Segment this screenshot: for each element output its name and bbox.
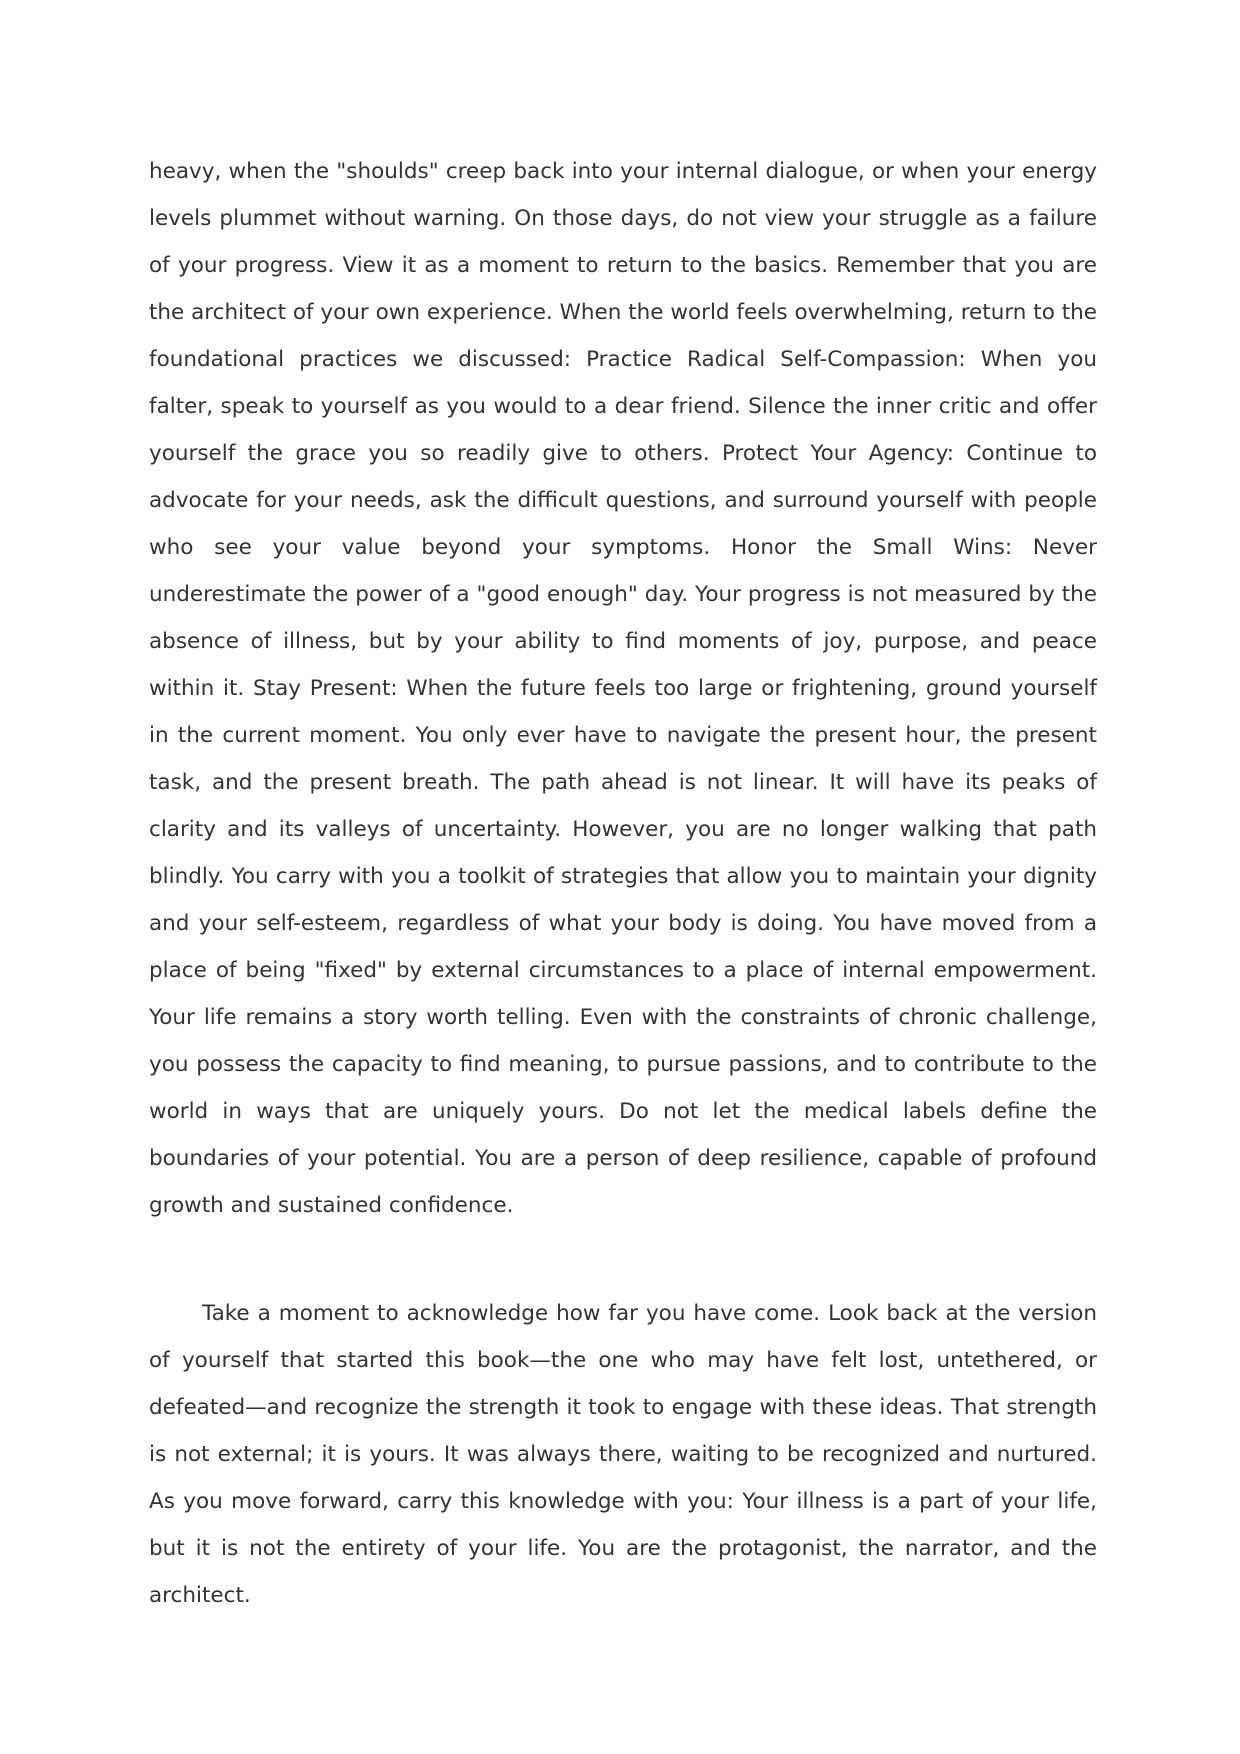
body-paragraph-continued: heavy, when the "shoulds" creep back into your internal dialogue, or when your energy levels plummet without warning. On those days, do not view your struggle as a failure of your progress. View it as a moment to return to the basics. Remember that you are the architect of your own experience. When the world feels overwhelming, return to the foundational practices we discussed: Practice Radical Self-Compassion: When you falter, speak to yourself as you would to a dear friend. Silence the inner critic and offer yourself the grace you so readily give to others. Protect Your Agency: Continue to advocate for your needs, ask the difficult questions, and surround yourself with people who see your value beyond your symptoms. Honor the Small Wins: Never underestimate the power of a "good enough" day. Your progress is not measured by the absence of illness, but by your ability to find moments of joy, purpose, and peace within it. Stay Present: When the future feels too large or frightening, ground yourself in the current moment. You only ever have to navigate the present hour, the present task, and the present breath. The path ahead is not linear. It will have its peaks of clarity and its valleys of uncertainty. However, you are no longer walking that path blindly. You carry with you a toolkit of strategies that allow you to maintain your dignity and your self-esteem, regardless of what your body is doing. You have moved from a place of being "fixed" by external circumstances to a place of internal empowerment. Your life remains a story worth telling. Even with the constraints of chronic challenge, you possess the capacity to find meaning, to pursue passions, and to contribute to the world in ways that are uniquely yours. Do not let the medical labels define the boundaries of your potential. You are a person of deep resilience, capable of profound growth and sustained confidence. bbox=[149, 159, 1097, 1218]
body-paragraph: Take a moment to acknowledge how far you have come. Look back at the version of yourself that started this book—the one who may have felt lost, untethered, or defeated—and recognize the strength it took to engage with these ideas. That strength is not external; it is yours. It was always there, waiting to be recognized and nurtured. As you move forward, carry this knowledge with you: Your illness is a part of your life, but it is not the entirety of your life. You are the protagonist, the narrator, and the architect. bbox=[149, 1301, 1097, 1608]
